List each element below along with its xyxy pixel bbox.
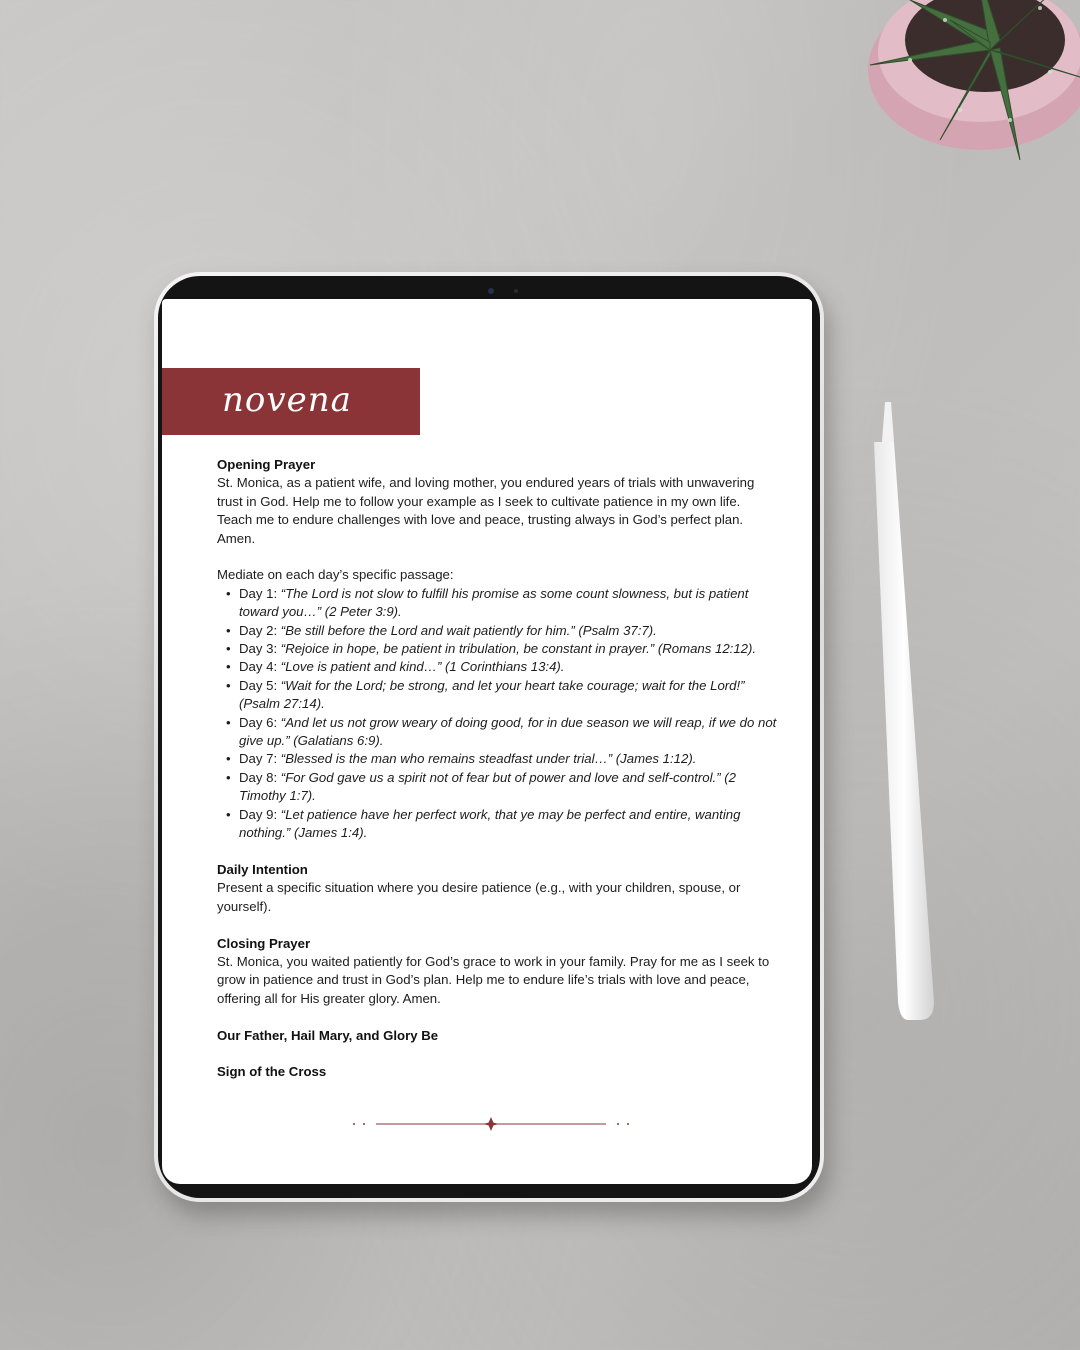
meditation-intro: Mediate on each day’s specific passage: <box>217 567 454 583</box>
tablet-screen <box>162 299 812 1184</box>
opening-prayer-heading: Opening Prayer <box>217 457 316 472</box>
title-banner <box>162 368 420 435</box>
day-label: Day 8: <box>239 769 278 785</box>
day-item <box>217 750 777 768</box>
bullet-icon: • <box>226 585 231 601</box>
day-item <box>217 640 777 658</box>
sign-of-cross: Sign of the Cross <box>217 1064 327 1080</box>
daily-intention-text: Present a specific situation where you desire patience (e.g., with your children, spouse, or yourself). <box>217 880 741 914</box>
stylus-icon <box>872 402 938 1022</box>
day-label: Day 7: <box>239 751 278 767</box>
daily-intention-heading: Daily Intention <box>217 861 308 877</box>
bullet-icon: • <box>226 751 231 767</box>
bullet-icon: • <box>226 622 231 638</box>
document-body <box>217 456 777 1082</box>
opening-prayer-text: St. Monica, as a patient wife, and loving mother, you endured years of trials with unwavering trust in God. Help me to follow your example as I seek to cultivate patience in my own life. Teach me to endure challenges with love and peace, trusting always in God’s perfect plan. Amen. <box>217 475 755 546</box>
day-quote: “Wait for the Lord; be strong, and let your heart take courage; wait for the Lord!” (Psalm 27:14). <box>239 677 745 712</box>
closing-prayer-heading: Closing Prayer <box>217 935 311 951</box>
bullet-icon: • <box>226 806 231 822</box>
banner-title: novena <box>222 380 352 420</box>
tablet-device <box>154 272 824 1202</box>
day-label: Day 2: <box>239 622 278 638</box>
day-item <box>217 658 777 676</box>
day-label: Day 1: <box>239 585 278 601</box>
closing-prayer-text: St. Monica, you waited patiently for God’s grace to work in your family. Pray for me as I seek to grow in patience and trust in God’s plan. Help me to endure life’s trials with love and peace, offering all for His greater glory. Amen. <box>217 953 770 1006</box>
bullet-icon: • <box>226 659 231 675</box>
day-item <box>217 622 777 640</box>
camera-icon <box>488 288 494 294</box>
day-label: Day 3: <box>239 641 278 657</box>
day-quote: “Blessed is the man who remains steadfast under trial…” (James 1:12). <box>280 751 697 767</box>
day-label: Day 6: <box>239 714 278 730</box>
day-quote: “For God gave us a spirit not of fear but of power and love and self-control.” (2 Timothy 1:7). <box>239 769 736 804</box>
bullet-icon: • <box>226 769 231 785</box>
day-quote: “Rejoice in hope, be patient in tribulation, be constant in prayer.” (Romans 12:12). <box>280 641 757 657</box>
ornament-divider <box>352 1117 632 1131</box>
sensor-icon <box>514 289 518 293</box>
day-quote: “Love is patient and kind…” (1 Corinthians 13:4). <box>280 659 565 675</box>
day-quote: “And let us not grow weary of doing good, for in due season we will reap, if we do not give up.” (Galatians 6:9). <box>239 714 777 749</box>
day-item <box>217 769 777 806</box>
bullet-icon: • <box>226 677 231 693</box>
day-item <box>217 714 777 751</box>
day-item <box>217 677 777 714</box>
day-label: Day 5: <box>239 677 278 693</box>
potted-plant <box>850 0 1080 190</box>
day-label: Day 4: <box>239 659 278 675</box>
day-quote: “Let patience have her perfect work, that ye may be perfect and entire, wanting nothing.” (James 1:4). <box>239 806 741 841</box>
prayers-line: Our Father, Hail Mary, and Glory Be <box>217 1027 439 1043</box>
day-quote: “The Lord is not slow to fulfill his promise as some count slowness, but is patient toward you…” (2 Peter 3:9). <box>239 585 749 620</box>
day-list <box>217 585 777 843</box>
day-label: Day 9: <box>239 806 278 822</box>
bullet-icon: • <box>226 641 231 657</box>
day-quote: “Be still before the Lord and wait patiently for him.” (Psalm 37:7). <box>280 622 657 638</box>
day-item <box>217 585 777 622</box>
bullet-icon: • <box>226 714 231 730</box>
day-item <box>217 806 777 843</box>
